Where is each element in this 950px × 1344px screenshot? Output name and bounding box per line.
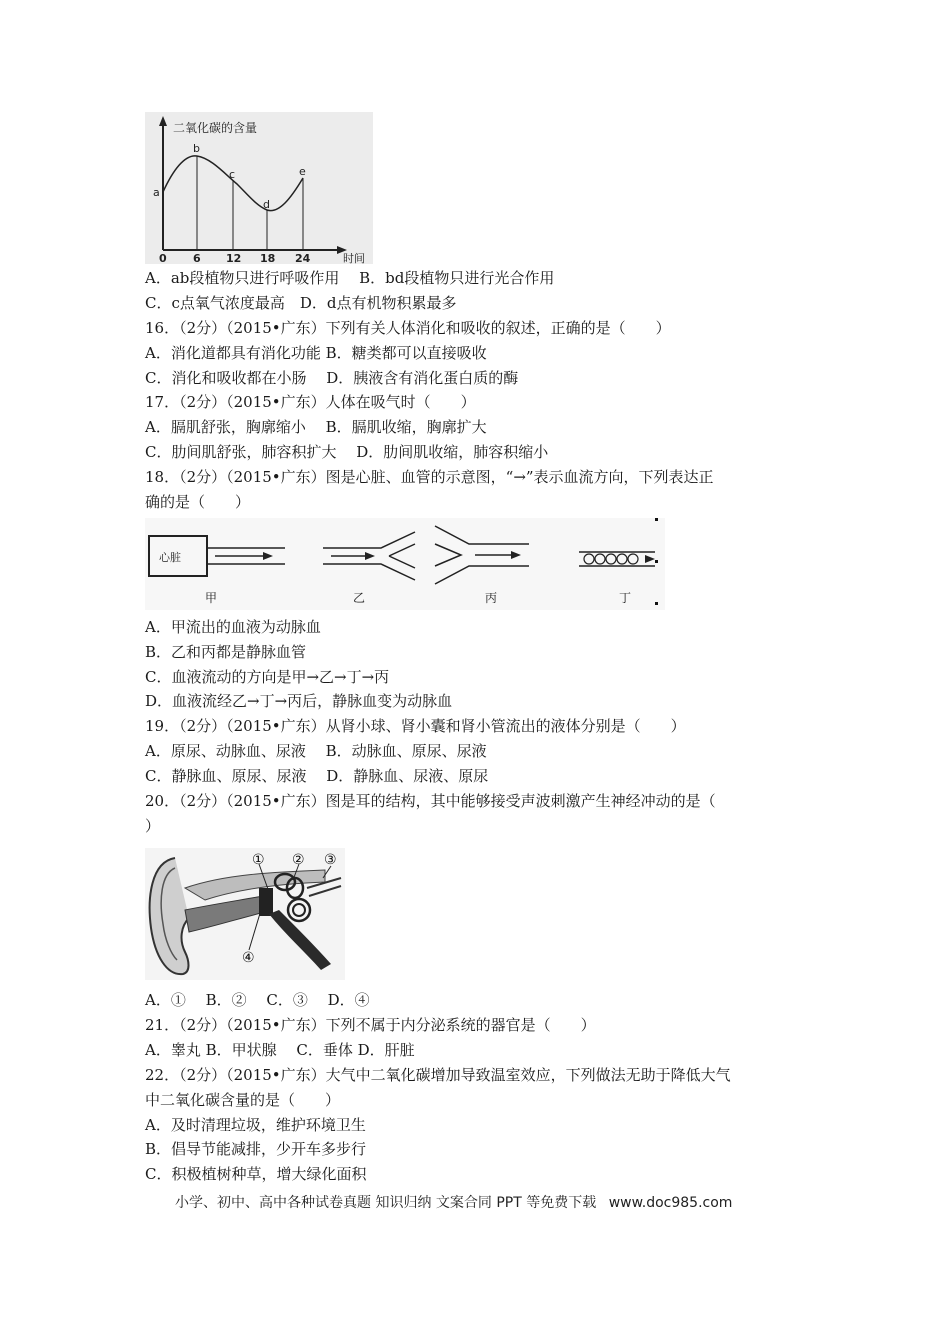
tick-label: 6 — [193, 252, 201, 264]
ear-label-2: ② — [292, 852, 305, 868]
point-label-b: b — [193, 142, 200, 155]
q16-option-line-1: A．消化道都具有消化功能 B．糖类都可以直接吸收 — [145, 344, 487, 362]
ear-label-1: ① — [252, 852, 265, 868]
q16-stem: 16．（2分）（2015•广东）下列有关人体消化和吸收的叙述，正确的是（ ） — [145, 319, 671, 337]
q20-stem-line-2: ） — [145, 817, 161, 835]
marker-dot — [655, 560, 658, 563]
heart-label: 心脏 — [159, 551, 181, 564]
ossicles — [259, 888, 273, 916]
y-axis-label: 二氧化碳的含量 — [173, 121, 258, 135]
label-jia: 甲 — [205, 591, 218, 605]
point-label-d: d — [263, 198, 270, 211]
q17-option-line-2: C．肋间肌舒张，肺容积扩大 D．肋间肌收缩，肺容积缩小 — [145, 443, 549, 461]
q19-option-line-1: A．原尿、动脉血、尿液 B．动脉血、原尿、尿液 — [145, 742, 487, 760]
co2-curve-figure — [145, 112, 373, 264]
q16-option-line-2: C．消化和吸收都在小肠 D．胰液含有消化蛋白质的酶 — [145, 369, 519, 387]
ear-structure-figure — [145, 848, 345, 980]
point-label-e: e — [299, 165, 306, 178]
q15-option-line-2: C．c点氧气浓度最高 D．d点有机物积累最多 — [145, 294, 457, 312]
x-axis-label: 时间 — [343, 252, 365, 264]
tick-label: 18 — [260, 252, 276, 264]
q18-option-c: C．血液流动的方向是甲→乙→丁→丙 — [145, 668, 390, 686]
label-bing: 丙 — [485, 591, 498, 605]
q19-stem: 19．（2分）（2015•广东）从肾小球、肾小囊和肾小管流出的液体分别是（ ） — [145, 717, 686, 735]
tick-label: 12 — [226, 252, 242, 264]
q22-option-b: B．倡导节能减排，少开车多步行 — [145, 1140, 367, 1158]
q15-option-line-1: A．ab段植物只进行呼吸作用 B．bd段植物只进行光合作用 — [145, 269, 555, 287]
label-ding: 丁 — [619, 591, 632, 605]
ear-label-3: ③ — [324, 852, 337, 868]
point-label-c: c — [229, 168, 236, 181]
q22-stem-line-1: 22．（2分）（2015•广东）大气中二氧化碳增加导致温室效应，下列做法无助于降低大气 — [145, 1066, 731, 1084]
q19-option-line-2: C．静脉血、原尿、尿液 D．静脉血、尿液、原尿 — [145, 767, 489, 785]
marker-dot — [655, 518, 658, 521]
q17-stem: 17．（2分）（2015•广东）人体在吸气时（ ） — [145, 393, 476, 411]
q21-options: A．睾丸 B．甲状腺 C．垂体 D．肝脏 — [145, 1041, 415, 1059]
footer-url[interactable]: www.doc985.com — [608, 1195, 733, 1211]
label-yi: 乙 — [353, 591, 366, 605]
footer-text: 小学、初中、高中各种试卷真题 知识归纳 文案合同 PPT 等免费下载 — [175, 1195, 597, 1211]
q18-stem-line-2: 确的是（ ） — [145, 493, 251, 511]
ear-label-4: ④ — [242, 950, 255, 966]
q18-option-d: D．血液流经乙→丁→丙后，静脉血变为动脉血 — [145, 692, 453, 710]
q17-option-line-1: A．膈肌舒张，胸廓缩小 B．膈肌收缩，胸廓扩大 — [145, 418, 487, 436]
q22-stem-line-2: 中二氧化碳含量的是（ ） — [145, 1091, 341, 1109]
q20-stem-line-1: 20．（2分）（2015•广东）图是耳的结构，其中能够接受声波刺激产生神经冲动的是（ — [145, 792, 716, 810]
q18-stem-line-1: 18．（2分）（2015•广东）图是心脏、血管的示意图，“→”表示血流方向，下列表达正 — [145, 468, 714, 486]
point-label-a: a — [153, 186, 160, 199]
q22-option-a: A．及时清理垃圾，维护环境卫生 — [145, 1116, 366, 1134]
q20-options: A．① B．② C．③ D．④ — [145, 991, 370, 1009]
marker-dot — [655, 602, 658, 605]
tick-label: 0 — [159, 252, 167, 264]
tick-label: 24 — [295, 252, 311, 264]
q21-stem: 21．（2分）（2015•广东）下列不属于内分泌系统的器官是（ ） — [145, 1016, 596, 1034]
q18-option-a: A．甲流出的血液为动脉血 — [145, 618, 321, 636]
q22-option-c: C．积极植树种草，增大绿化面积 — [145, 1165, 367, 1183]
page-footer — [175, 1192, 732, 1212]
q18-option-b: B．乙和丙都是静脉血管 — [145, 643, 307, 661]
heart-vessel-figure — [145, 518, 665, 610]
